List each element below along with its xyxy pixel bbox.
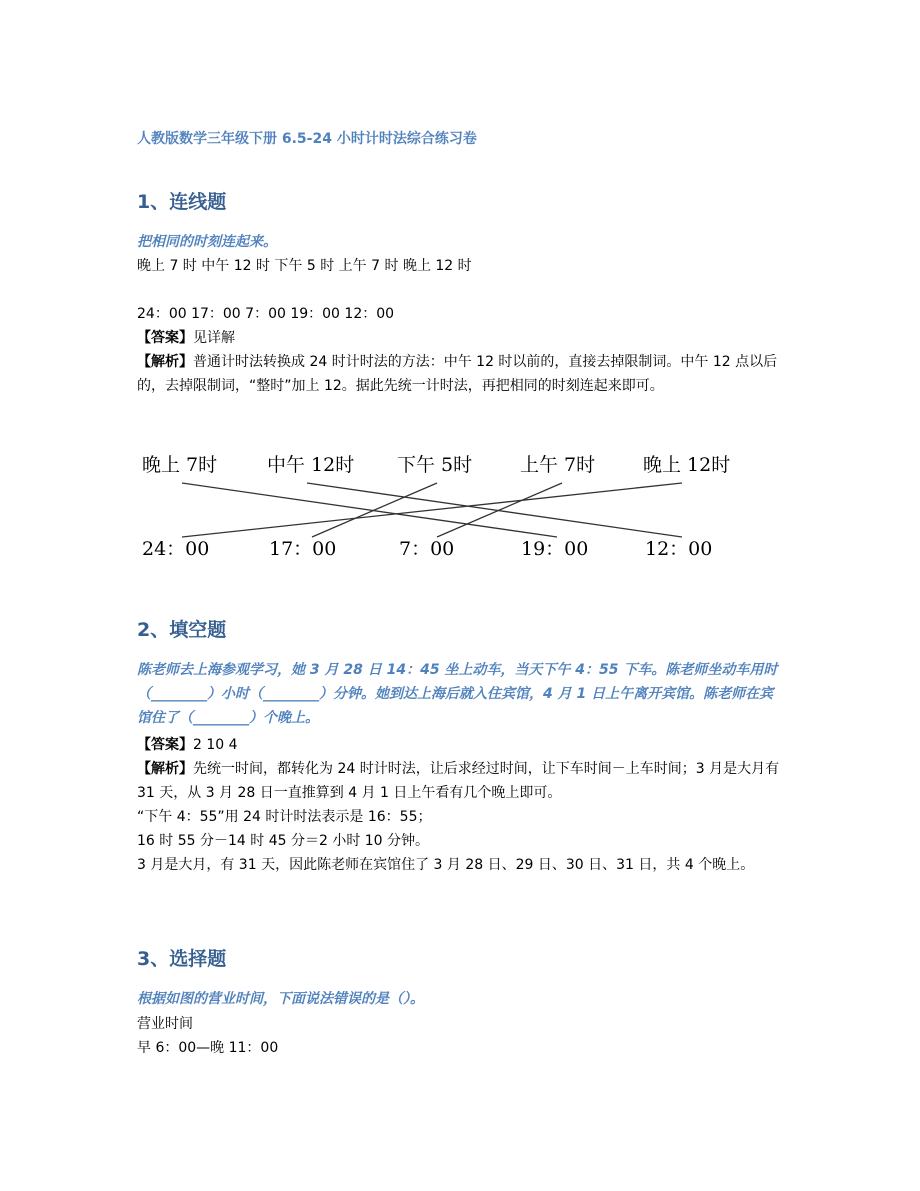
matching-line [182,483,682,537]
analysis-line: 3 月是大月，有 31 天，因此陈老师在宾馆住了 3 月 28 日、29 日、30 日、31 日，共 4 个晚上。 [137,857,755,873]
section-1-heading: 1、连线题 [137,191,227,213]
matching-diagram [137,445,737,570]
matching-line [307,483,682,537]
analysis-line: 16 时 55 分－14 时 45 分＝2 小时 10 分钟。 [137,833,430,849]
document-title: 人教版数学三年级下册 6.5-24 小时计时法综合练习卷 [137,131,477,147]
business-hours-value: 早 6：00—晚 11：00 [137,1040,279,1056]
answer-text: 2 10 4 [193,737,238,753]
section-2-question: 陈老师去上海参观学习，她 3 月 28 日 14：45 坐上动车，当天下午 4：55 下车。陈老师坐动车用时（________）小时（________）分钟。她到达上海后就入住宾馆，4 月 1 日上午离开宾馆。陈老师在宾馆住了（________）个晚上。 [137,662,778,726]
analysis-label: 【解析】 [137,354,193,370]
answer-text: 见详解 [193,330,235,346]
matching-line [312,483,437,537]
diagram-top-label: 下午 5时 [397,454,473,476]
section-3-question: 根据如图的营业时间，下面说法错误的是（）。 [137,991,424,1007]
diagram-top-label: 晚上 12时 [643,454,731,476]
analysis-line: 先统一时间，都转化为 24 时计时法，让后求经过时间，让下车时间－上车时间；3 月是大月有 31 天，从 3 月 28 日一直推算到 4 月 1 日上午看有几个晚上即可。 [137,761,780,801]
diagram-bottom-label: 7：00 [399,538,455,560]
diagram-bottom-label: 19：00 [521,538,589,560]
section-1-row-times: 晚上 7 时 中午 12 时 下午 5 时 上午 7 时 晚上 12 时 [137,258,472,274]
section-3-heading: 3、选择题 [137,948,227,970]
section-1-analysis [137,350,787,398]
analysis-text: 普通计时法转换成 24 时计时法的方法：中午 12 时以前的，直接去掉限制词。中午 12 点以后的，去掉限制词，“整时”加上 12。据此先统一计时法，再把相同的时刻连起来即可。 [137,354,778,394]
section-2-answer [137,733,238,757]
business-hours-label: 营业时间 [137,1016,193,1032]
diagram-bottom-label: 12：00 [645,538,713,560]
section-2-heading: 2、填空题 [137,619,227,641]
analysis-line: “下午 4：55”用 24 时计时法表示是 16：55； [137,809,432,825]
section-1-row-24h: 24：00 17：00 7：00 19：00 12：00 [137,306,395,322]
section-2-analysis [137,757,787,805]
answer-label: 【答案】 [137,737,193,753]
section-1-question: 把相同的时刻连起来。 [137,234,277,250]
diagram-top-label: 上午 7时 [520,454,596,476]
section-1-answer [137,326,235,350]
analysis-label: 【解析】 [137,761,193,777]
diagram-top-label: 晚上 7时 [142,454,218,476]
answer-label: 【答案】 [137,330,193,346]
diagram-top-label: 中午 12时 [267,454,355,476]
diagram-bottom-label: 24：00 [142,538,210,560]
diagram-bottom-label: 17：00 [269,538,337,560]
